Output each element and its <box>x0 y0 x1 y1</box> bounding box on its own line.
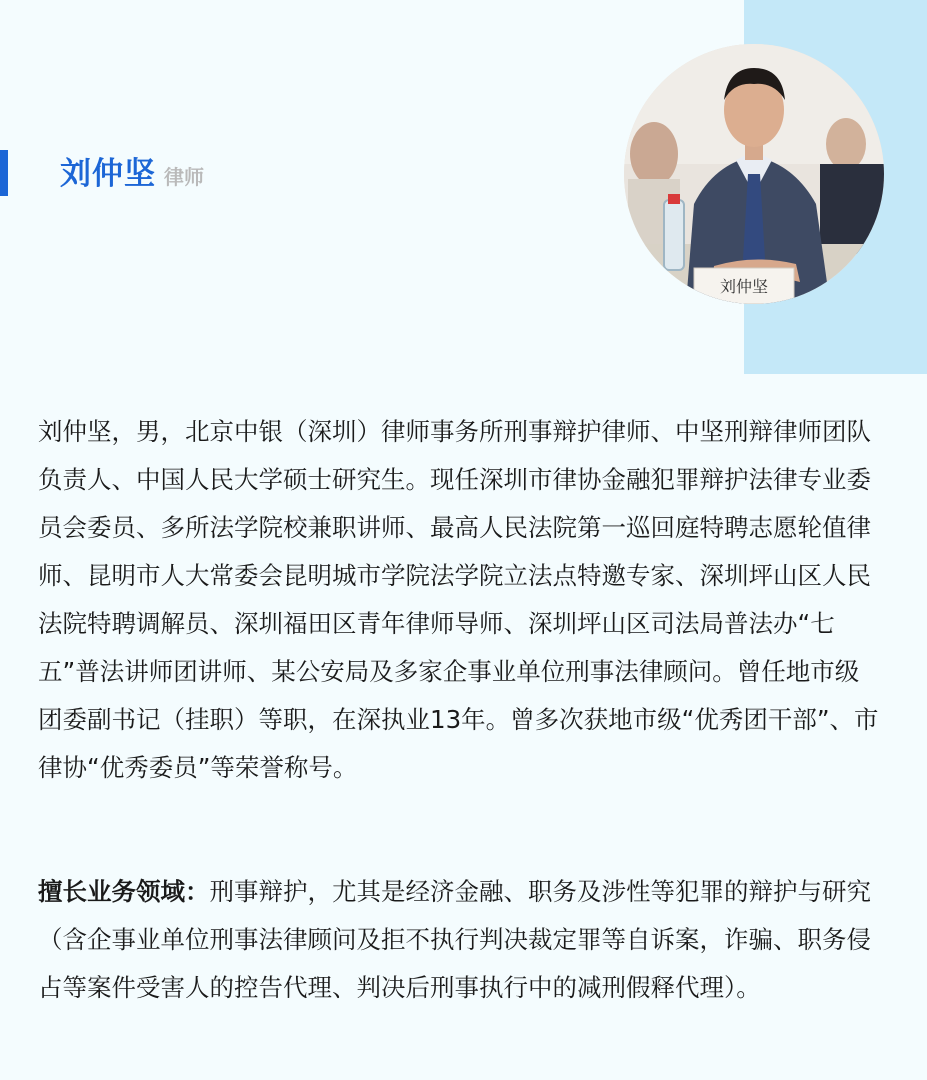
lawyer-title: 律师 <box>164 165 204 189</box>
expertise-paragraph <box>38 868 883 1012</box>
portrait-illustration <box>624 44 884 304</box>
expertise-text: 刑事辩护，尤其是经济金融、职务及涉性等犯罪的辩护与研究（含企事业单位刑事法律顾问及拒不执行判决裁定罪等自诉案，诈骗、职务侵占等案件受害人的控告代理、判决后刑事执行中的减刑假释代理）。 <box>38 877 871 1002</box>
nameplate-text: 刘仲坚 <box>719 277 769 296</box>
bio-paragraph: 刘仲坚，男，北京中银（深圳）律师事务所刑事辩护律师、中坚刑辩律师团队负责人、中国人民大学硕士研究生。现任深圳市律协金融犯罪辩护法律专业委员会委员、多所法学院校兼职讲师、最高人民法院第一巡回庭特聘志愿轮值律师、昆明市人大常委会昆明城市学院法学院立法点特邀专家、深圳坪山区人民法院特聘调解员、深圳福田区青年律师导师、深圳坪山区司法局普法办“七五”普法讲师团讲师、某公安局及多家企事业单位刑事法律顾问。曾任地市级团委副书记（挂职）等职，在深执业13年。曾多次获地市级“优秀团干部”、市律协“优秀委员”等荣誉称号。 <box>38 417 879 782</box>
name-header <box>60 148 204 198</box>
lawyer-name: 刘仲坚 <box>60 156 156 192</box>
accent-bar <box>0 150 8 196</box>
portrait-photo <box>624 44 884 304</box>
expertise-label: 擅长业务领域： <box>38 877 210 906</box>
